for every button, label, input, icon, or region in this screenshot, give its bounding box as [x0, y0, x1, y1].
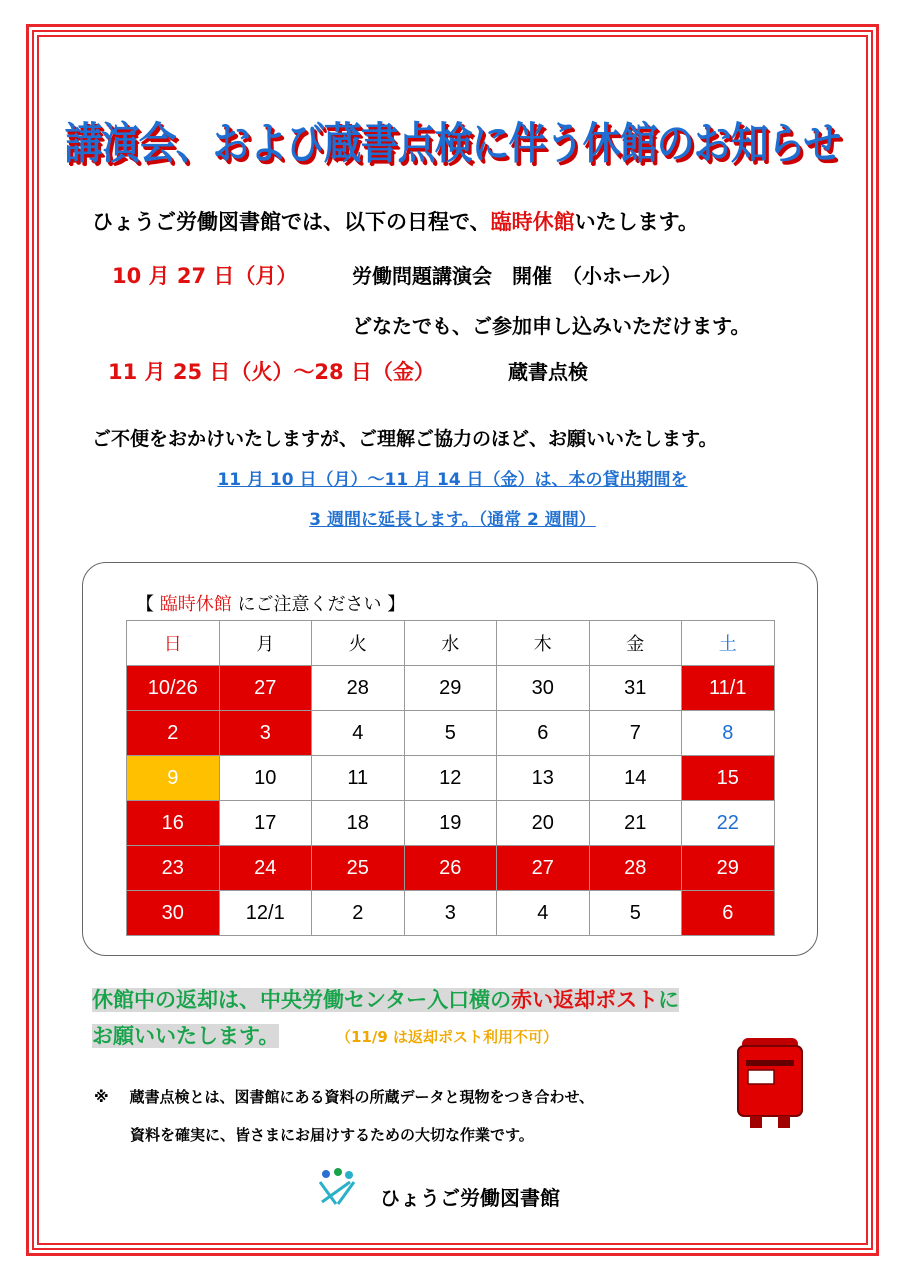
calendar-day-closed: 29	[682, 846, 775, 891]
weekday-header: 日	[127, 621, 220, 666]
calendar-day-closed: 28	[589, 846, 682, 891]
event-1-text: 労働問題講演会 開催 （小ホール）	[352, 264, 682, 288]
weekday-header: 火	[312, 621, 405, 666]
calendar-day-closed: 15	[682, 756, 775, 801]
calendar-day: 4	[312, 711, 405, 756]
calendar-heading-close: 】	[387, 594, 406, 615]
calendar-day: 5	[404, 711, 497, 756]
calendar-day: 11	[312, 756, 405, 801]
calendar-week-row	[127, 666, 775, 711]
footnote-line2: 資料を確実に、皆さまにお届けするための大切な作業です。	[130, 1126, 534, 1144]
return-before: 休館中の返却は、中央労働センター入口横の	[92, 988, 512, 1012]
calendar-day: 10	[219, 756, 312, 801]
calendar-day-closed: 11/1	[682, 666, 775, 711]
calendar-day: 28	[312, 666, 405, 711]
calendar-day-no-return: 9	[127, 756, 220, 801]
calendar-day: 14	[589, 756, 682, 801]
calendar-week-row	[127, 891, 775, 936]
event-2-date: 11 月 25 日（火）～28 日（金）	[108, 360, 435, 384]
calendar-day: 4	[497, 891, 590, 936]
calendar-day-closed: 10/26	[127, 666, 220, 711]
calendar-day: 12	[404, 756, 497, 801]
calendar-day-closed: 24	[219, 846, 312, 891]
return-notice-line1	[92, 984, 679, 1014]
calendar-day: 5	[589, 891, 682, 936]
calendar-day: 8	[682, 711, 775, 756]
intro-after: いたします。	[574, 210, 699, 234]
calendar-table	[126, 620, 775, 936]
calendar-day-closed: 27	[497, 846, 590, 891]
return-emphasis: 赤い返却ポスト	[511, 988, 659, 1012]
calendar-day: 3	[404, 891, 497, 936]
library-logo-icon	[316, 1168, 358, 1208]
event-1-subtext: どなたでも、ご参加申し込みいただけます。	[352, 314, 751, 338]
return-note: （11/9 は返却ポスト利用不可）	[336, 1028, 559, 1046]
calendar-day-closed: 25	[312, 846, 405, 891]
calendar-week-row	[127, 711, 775, 756]
loan-notice-line2: 3 週間に延長します。（通常 2 週間）	[309, 510, 596, 530]
calendar-day: 21	[589, 801, 682, 846]
return-notice-line2	[92, 1020, 279, 1050]
intro-text	[92, 206, 699, 236]
footnote-line1	[94, 1086, 594, 1107]
calendar-day-closed: 6	[682, 891, 775, 936]
calendar-day-closed: 2	[127, 711, 220, 756]
calendar-heading-open: 【	[136, 594, 154, 615]
weekday-header: 月	[219, 621, 312, 666]
calendar-heading	[136, 590, 405, 616]
calendar-week-row	[127, 801, 775, 846]
intro-before: ひょうご労働図書館では、以下の日程で、	[92, 210, 491, 234]
calendar-day: 19	[404, 801, 497, 846]
calendar-day-closed: 3	[219, 711, 312, 756]
footer-library-name: ひょうご労働図書館	[380, 1186, 560, 1210]
weekday-header: 木	[497, 621, 590, 666]
calendar-day: 30	[497, 666, 590, 711]
loan-notice-line1: 11 月 10 日（月）～11 月 14 日（金）は、本の貸出期間を	[217, 470, 688, 490]
calendar-day: 31	[589, 666, 682, 711]
page-title: 講演会、および蔵書点検に伴う休館のお知らせ	[64, 118, 841, 169]
apology-text: ご不便をおかけいたしますが、ご理解ご協力のほど、お願いいたします。	[92, 428, 718, 450]
calendar-day-closed: 26	[404, 846, 497, 891]
weekday-header: 水	[404, 621, 497, 666]
calendar-day: 2	[312, 891, 405, 936]
calendar-day-closed: 23	[127, 846, 220, 891]
intro-emphasis: 臨時休館	[490, 210, 575, 234]
calendar-day-closed: 27	[219, 666, 312, 711]
calendar-day: 20	[497, 801, 590, 846]
event-2-text: 蔵書点検	[508, 360, 588, 384]
footnote-mark: ※	[94, 1088, 109, 1106]
weekday-header: 金	[589, 621, 682, 666]
footnote-text1: 蔵書点検とは、図書館にある資料の所蔵データと現物をつき合わせ、	[129, 1088, 595, 1106]
calendar-day: 22	[682, 801, 775, 846]
calendar-day: 17	[219, 801, 312, 846]
calendar-day: 12/1	[219, 891, 312, 936]
calendar-week-row	[127, 756, 775, 801]
calendar-weekday-row	[127, 621, 775, 666]
calendar-day: 29	[404, 666, 497, 711]
calendar-day: 18	[312, 801, 405, 846]
calendar-week-row	[127, 846, 775, 891]
calendar-day: 6	[497, 711, 590, 756]
calendar-heading-rest: にご注意ください	[237, 594, 382, 615]
calendar-heading-emphasis: 臨時休館	[159, 594, 232, 615]
return-after: に	[658, 988, 680, 1012]
weekday-header: 土	[682, 621, 775, 666]
return-line2: お願いいたします。	[92, 1024, 280, 1048]
event-1-date: 10 月 27 日（月）	[112, 264, 298, 288]
calendar-day: 7	[589, 711, 682, 756]
calendar-day: 13	[497, 756, 590, 801]
calendar-day-closed: 30	[127, 891, 220, 936]
calendar-day-closed: 16	[127, 801, 220, 846]
return-postbox-icon	[728, 1034, 812, 1130]
